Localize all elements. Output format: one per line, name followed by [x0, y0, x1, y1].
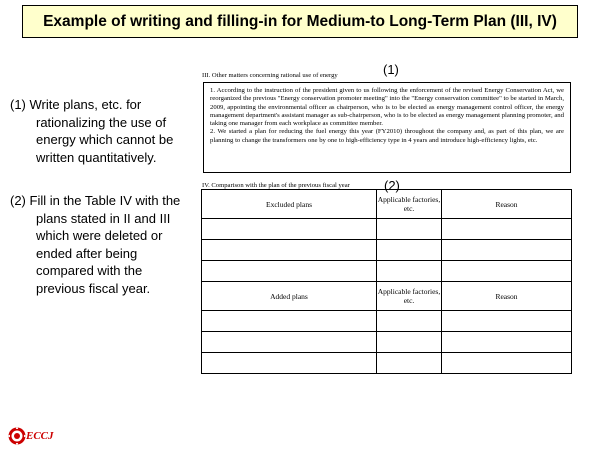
section-4-label: IV. Comparison with the plan of the previous fiscal year [202, 182, 350, 189]
table-cell[interactable] [202, 353, 377, 374]
table-cell[interactable] [377, 332, 442, 353]
table-cell[interactable] [202, 311, 377, 332]
table-header-row [202, 190, 572, 219]
table-cell[interactable] [202, 261, 377, 282]
table-cell[interactable] [202, 332, 377, 353]
table-row [202, 219, 572, 240]
section-3-textbox [203, 82, 571, 173]
section-3-label: III. Other matters concerning rational use of energy [202, 72, 338, 79]
table-row [202, 261, 572, 282]
note-1-line: (1) Write plans, etc. for [10, 97, 142, 112]
table-cell[interactable] [202, 219, 377, 240]
note-1-line: written quantitatively. [36, 149, 157, 165]
note-2 [10, 192, 180, 297]
applicable-factories-header: Applicable factories, etc. [377, 282, 442, 311]
section-4-marker: (2) [384, 178, 400, 193]
applicable-factories-header: Applicable factories, etc. [377, 190, 442, 219]
table-row [202, 240, 572, 261]
page-title-text: Example of writing and filling-in for Medium-to Long-Term Plan (III, IV) [43, 12, 557, 30]
table-row [202, 353, 572, 374]
table-cell[interactable] [377, 311, 442, 332]
excluded-plans-table [201, 189, 572, 282]
note-2-line: ended after being [36, 245, 138, 261]
table-cell[interactable] [442, 332, 572, 353]
note-2-line: plans stated in II and III [36, 210, 171, 226]
table-cell[interactable] [442, 311, 572, 332]
note-1-line: rationalizing the use of [36, 114, 167, 130]
section-3-paragraph-2: 2. We started a plan for reducing the fuel energy this year (FY2010) throughout the company and, as part of this plan, we are planning to change the transformers one by one to high-efficiency type in 4 years and introduce high-efficiency lights, etc. [210, 128, 564, 144]
section-3-paragraph-1: 1. According to the instruction of the president given to us following the enforcement of the revised Energy Conservation Act, we reorganized the previous "Energy conservation promoter meeting" into the "Energy conservation committee" to be started in March, 2009, appointing the environmental officer as chairperson, who is to be elected as energy management control officer, the energy management department's assistant manager as sub-chairperson, who is to be elected as energy management planning promoter, and taking one manager from each workplace as committee member. [210, 87, 564, 128]
page-title [22, 5, 578, 38]
table-cell[interactable] [377, 240, 442, 261]
note-2-line: previous fiscal year. [36, 280, 151, 296]
eccj-emblem-icon [8, 427, 27, 446]
note-1-line: energy which cannot be [36, 132, 174, 147]
added-plans-table [201, 281, 572, 374]
table-header-row [202, 282, 572, 311]
reason-header: Reason [442, 282, 572, 311]
note-2-line: (2) Fill in the Table IV with the [10, 193, 181, 208]
reason-header: Reason [442, 190, 572, 219]
note-2-line: compared with the [36, 263, 143, 278]
excluded-plans-header: Excluded plans [202, 190, 377, 219]
table-cell[interactable] [202, 240, 377, 261]
added-plans-header: Added plans [202, 282, 377, 311]
table-cell[interactable] [442, 240, 572, 261]
table-cell[interactable] [377, 261, 442, 282]
table-cell[interactable] [442, 353, 572, 374]
table-row [202, 311, 572, 332]
note-1 [10, 96, 173, 166]
note-2-line: which were deleted or [36, 228, 163, 243]
eccj-logo-text: ECCJ [26, 430, 54, 442]
table-row [202, 332, 572, 353]
table-cell[interactable] [442, 219, 572, 240]
section-3-marker: (1) [383, 62, 399, 77]
table-cell[interactable] [377, 353, 442, 374]
table-cell[interactable] [377, 219, 442, 240]
table-cell[interactable] [442, 261, 572, 282]
